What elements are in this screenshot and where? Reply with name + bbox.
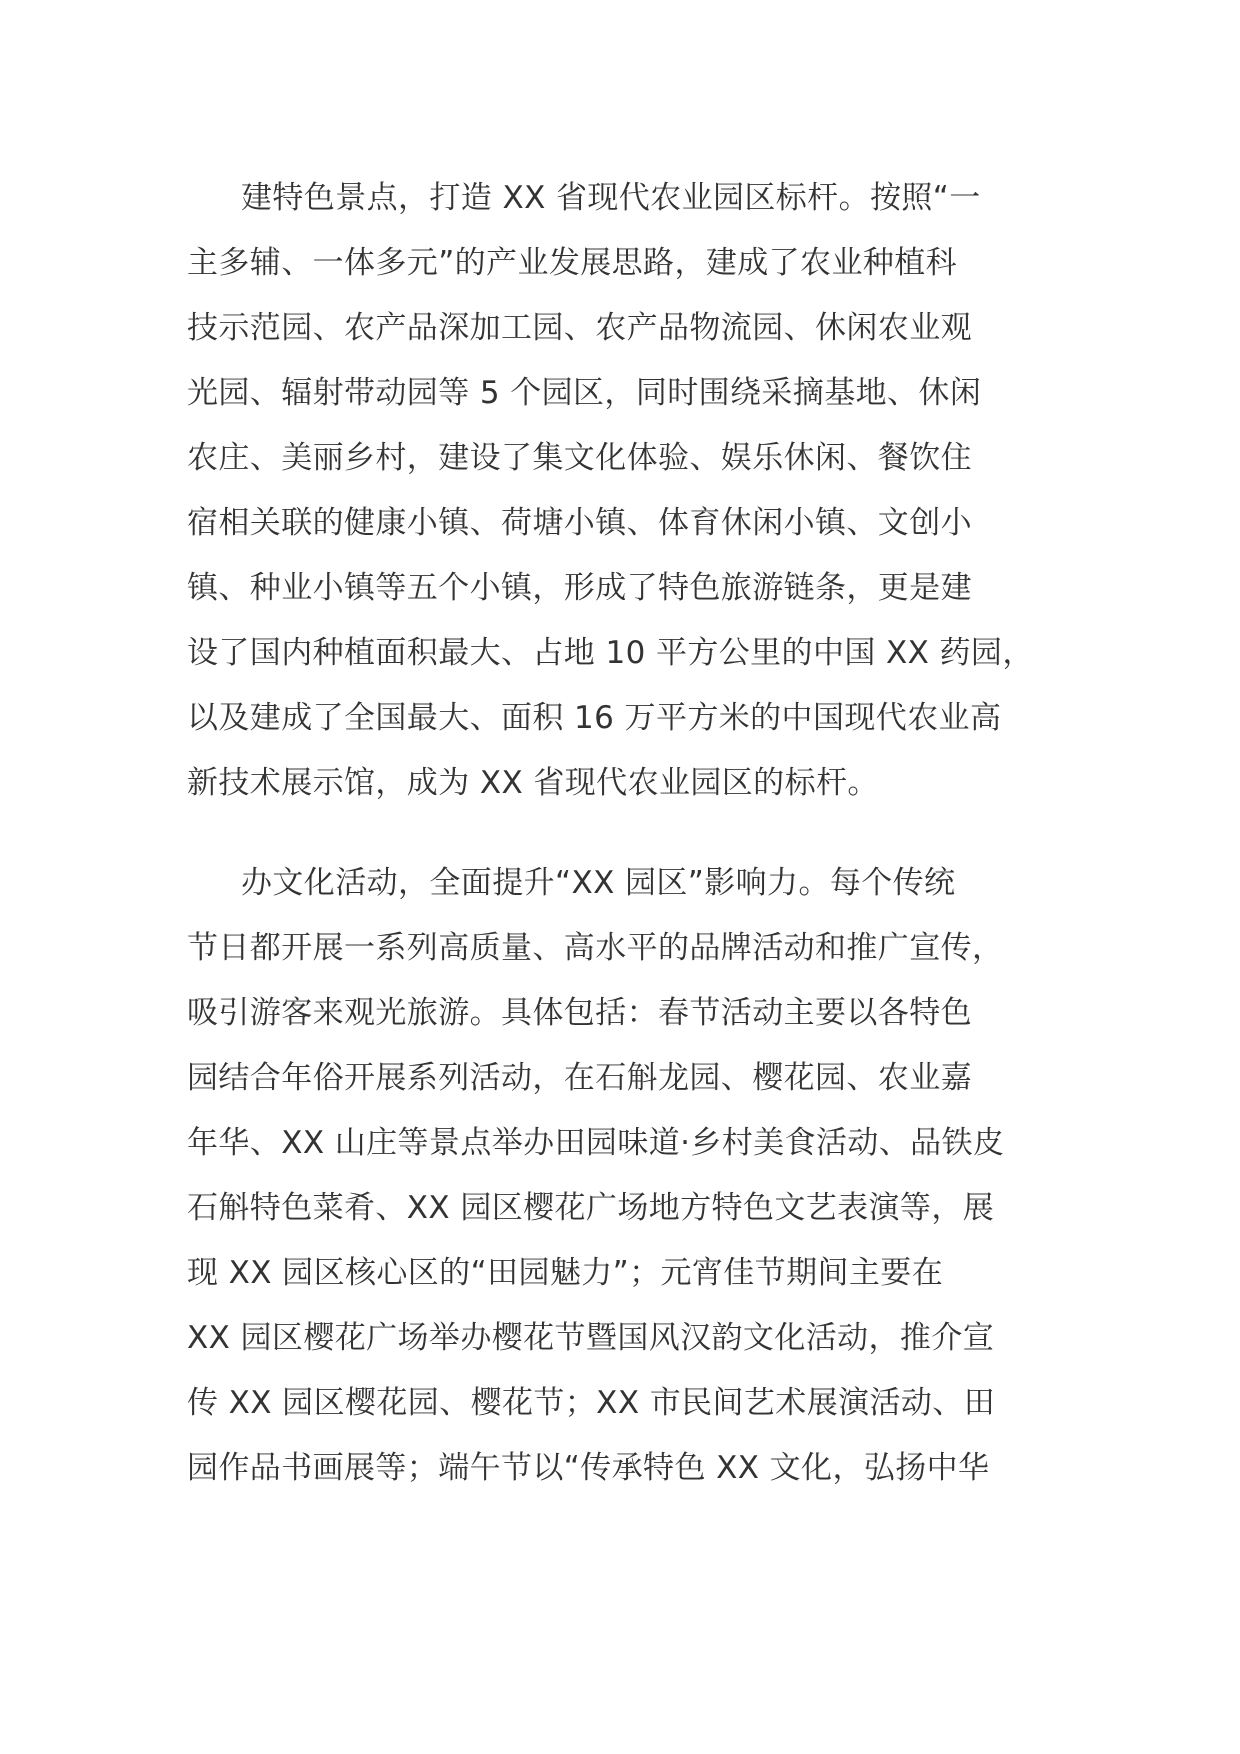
- text-line: 镇、种业小镇等五个小镇，形成了特色旅游链条，更是建: [187, 570, 972, 606]
- paragraph-scenic-spots: [187, 166, 1067, 816]
- paragraph-cultural-activities: [187, 851, 1067, 1501]
- document-body: [187, 166, 1067, 1501]
- text-line: 节日都开展一系列高质量、高水平的品牌活动和推广宣传，: [187, 930, 1004, 966]
- text-line: 以及建成了全国最大、面积 16 万平方米的中国现代农业高: [187, 700, 1002, 736]
- text-line: 现 XX 园区核心区的“田园魅力”；元宵佳节期间主要在: [187, 1255, 944, 1291]
- text-line: 新技术展示馆，成为 XX 省现代农业园区的标杆。: [187, 765, 879, 801]
- text-line: 石斛特色菜肴、XX 园区樱花广场地方特色文艺表演等，展: [187, 1190, 995, 1226]
- text-line: 吸引游客来观光旅游。具体包括：春节活动主要以各特色: [187, 995, 972, 1031]
- text-line: 年华、XX 山庄等景点举办田园味道·乡村美食活动、品铁皮: [187, 1125, 1005, 1161]
- text-line: 宿相关联的健康小镇、荷塘小镇、体育休闲小镇、文创小: [187, 505, 972, 541]
- text-line: 办文化活动，全面提升“XX 园区”影响力。每个传统: [241, 865, 956, 901]
- text-line: XX 园区樱花广场举办樱花节暨国风汉韵文化活动，推介宣: [187, 1320, 995, 1356]
- text-line: 传 XX 园区樱花园、樱花节；XX 市民间艺术展演活动、田: [187, 1385, 996, 1421]
- text-line: 园结合年俗开展系列活动，在石斛龙园、樱花园、农业嘉: [187, 1060, 972, 1096]
- text-line: 主多辅、一体多元”的产业发展思路，建成了农业种植科: [187, 245, 958, 281]
- text-line: 设了国内种植面积最大、占地 10 平方公里的中国 XX 药园，: [187, 635, 1034, 671]
- text-line: 建特色景点，打造 XX 省现代农业园区标杆。按照“一: [241, 180, 981, 216]
- text-line: 园作品书画展等；端午节以“传承特色 XX 文化，弘扬中华: [187, 1450, 990, 1486]
- text-line: 光园、辐射带动园等 5 个园区，同时围绕采摘基地、休闲: [187, 375, 982, 411]
- text-line: 农庄、美丽乡村，建设了集文化体验、娱乐休闲、餐饮住: [187, 440, 972, 476]
- text-line: 技示范园、农产品深加工园、农产品物流园、休闲农业观: [187, 310, 972, 346]
